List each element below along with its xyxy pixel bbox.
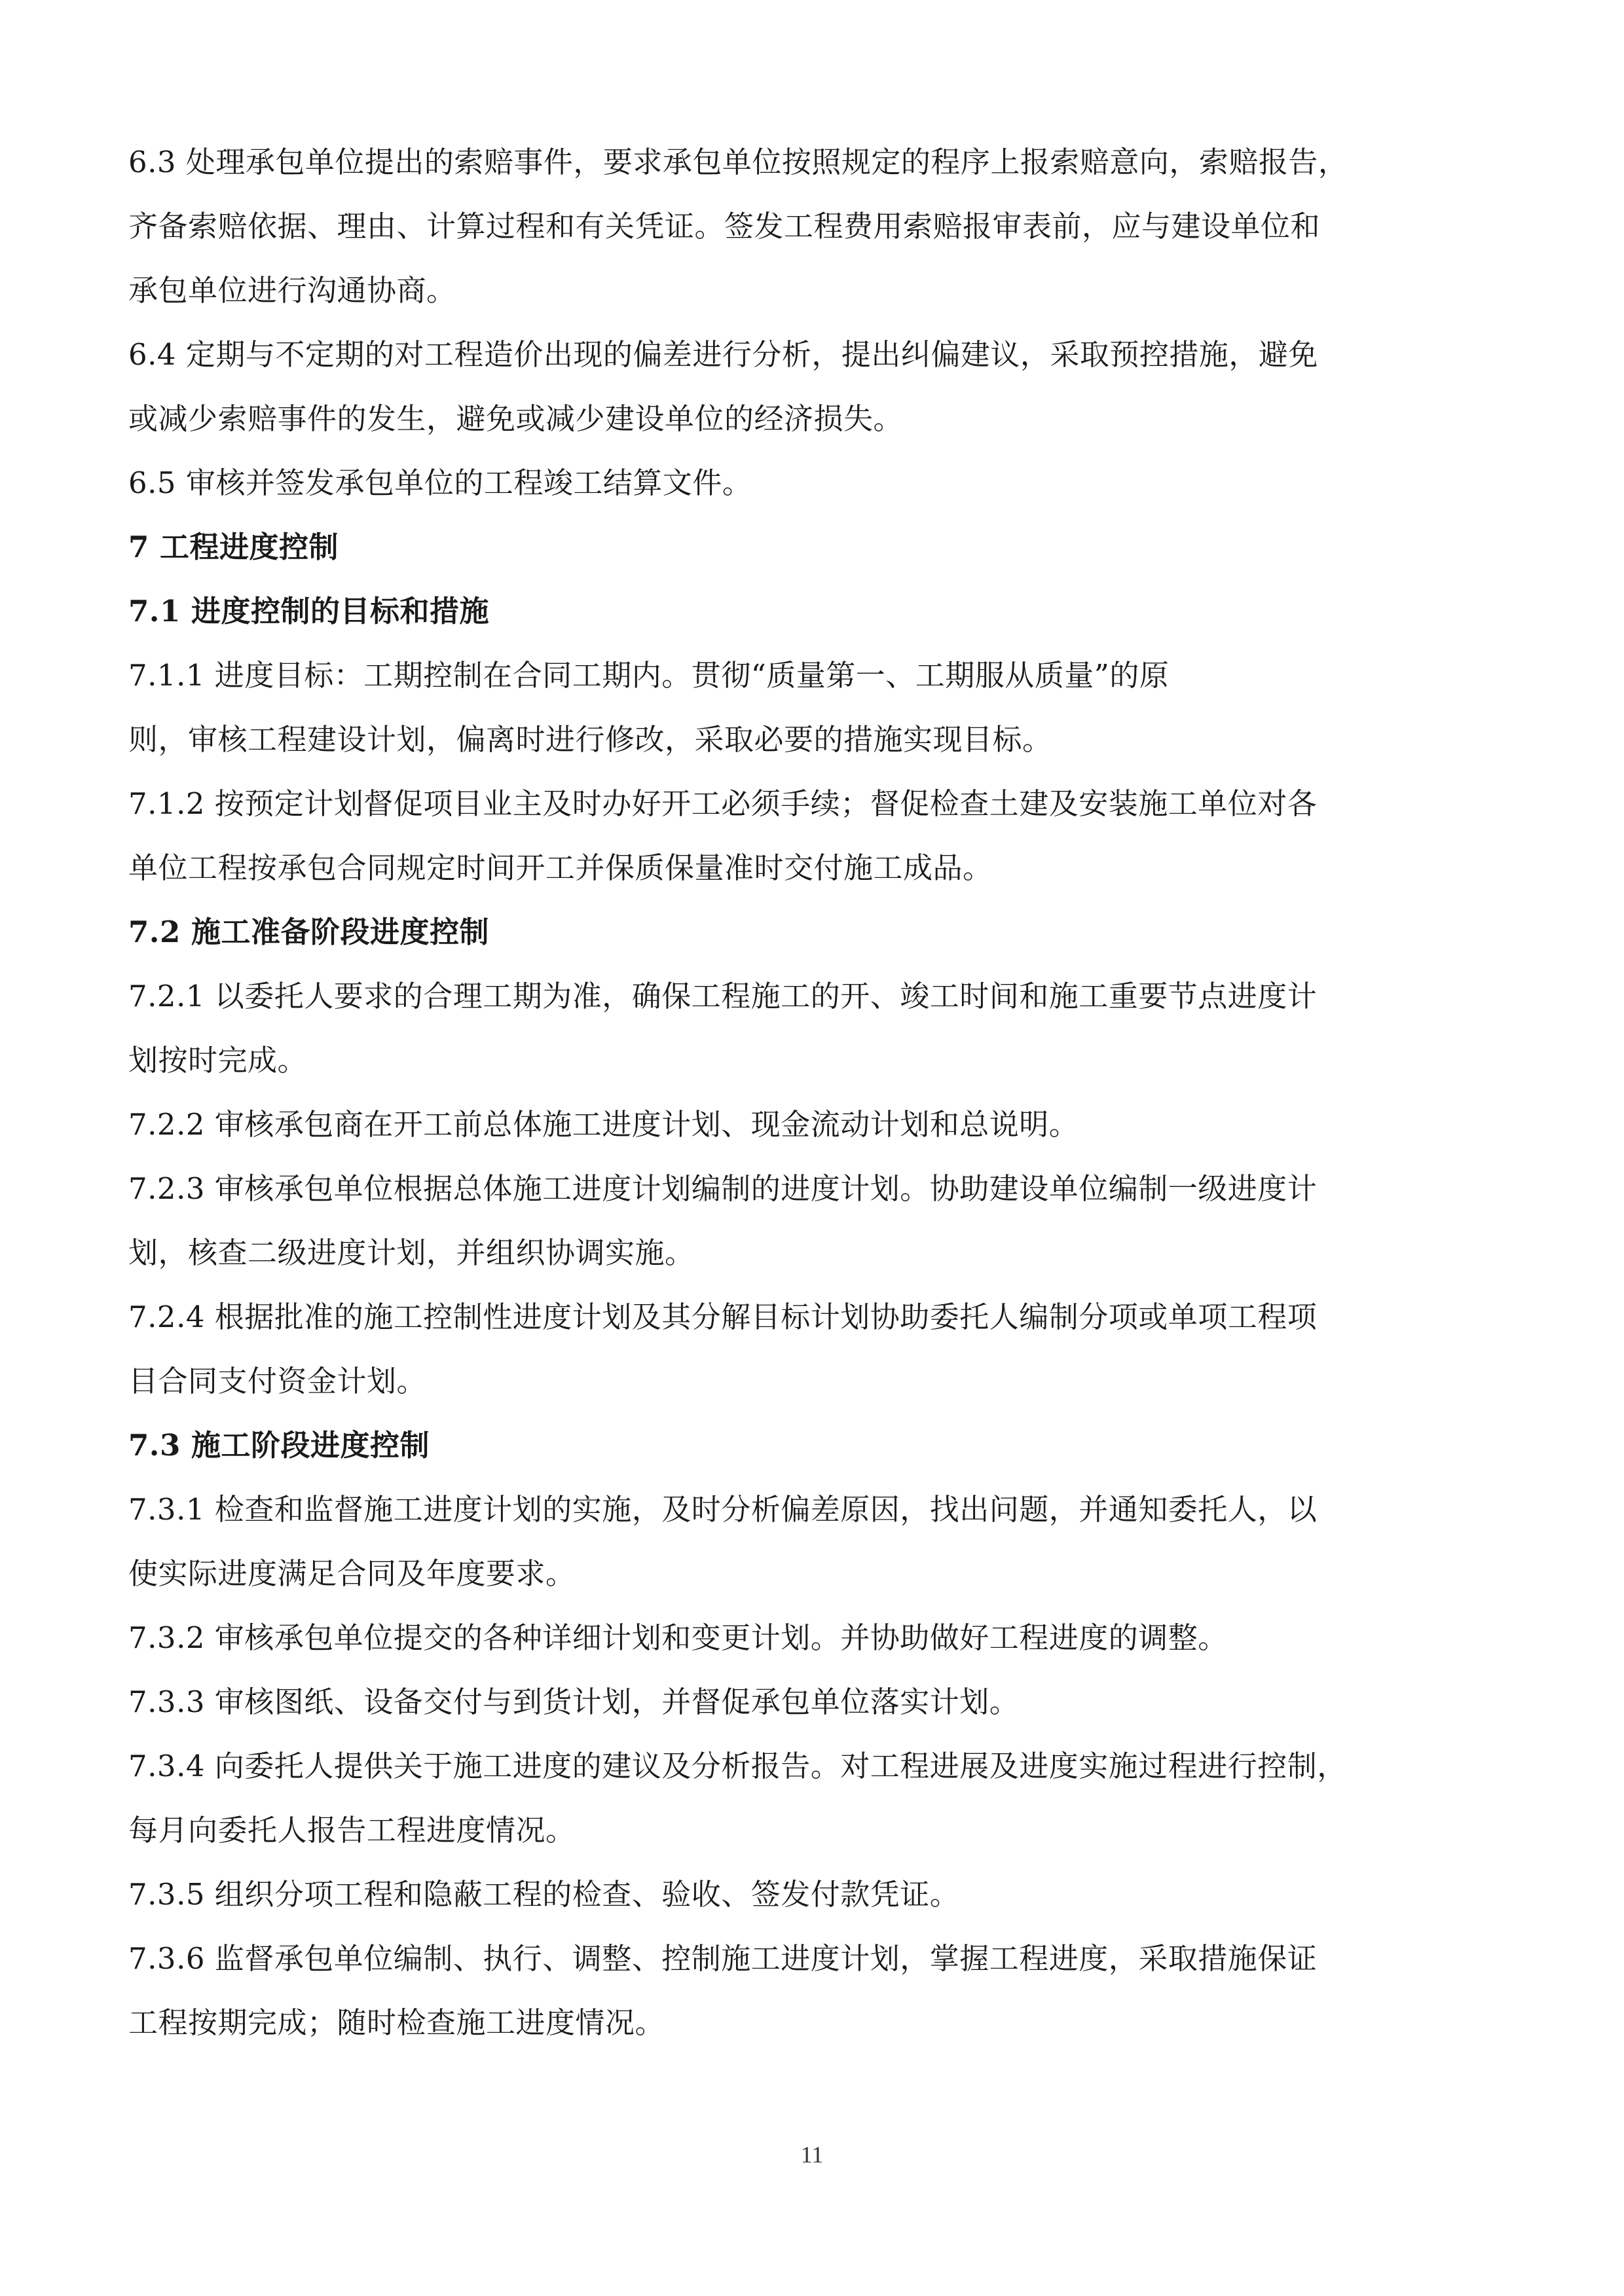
subsection-heading: 7.3 施工阶段进度控制 — [128, 1428, 430, 1463]
text-line: 7.2.2 审核承包商在开工前总体施工进度计划、现金流动计划和总说明。 — [128, 1107, 1079, 1142]
text-line: 6.4 定期与不定期的对工程造价出现的偏差进行分析，提出纠偏建议，采取预控措施，避免 — [128, 337, 1318, 372]
text-line: 7.2.3 审核承包单位根据总体施工进度计划编制的进度计划。协助建设单位编制一级进度计 — [128, 1171, 1318, 1206]
text-line: 7.3.3 审核图纸、设备交付与到货计划，并督促承包单位落实计划。 — [128, 1685, 1020, 1719]
subsection-heading: 7.1 进度控制的目标和措施 — [128, 594, 489, 629]
text-line: 使实际进度满足合同及年度要求。 — [128, 1556, 576, 1591]
text-line: 7.2.4 根据批准的施工控制性进度计划及其分解目标计划协助委托人编制分项或单项工程项 — [128, 1300, 1318, 1334]
text-line: 划，核查二级进度计划，并组织协调实施。 — [128, 1235, 695, 1270]
text-line: 目合同支付资金计划。 — [128, 1364, 427, 1398]
text-line: 7.3.4 向委托人提供关于施工进度的建议及分析报告。对工程进展及进度实施过程进行控制， — [128, 1749, 1347, 1783]
text-line: 7.1.1 进度目标：工期控制在合同工期内。贯彻“质量第一、工期服从质量”的原 — [128, 658, 1170, 693]
text-line: 则，审核工程建设计划，偏离时进行修改，采取必要的措施实现目标。 — [128, 722, 1052, 757]
text-line: 7.3.1 检查和监督施工进度计划的实施，及时分析偏差原因，找出问题，并通知委托人，以 — [128, 1492, 1318, 1527]
text-line: 7.1.2 按预定计划督促项目业主及时办好开工必须手续；督促检查土建及安装施工单位对各 — [128, 786, 1318, 821]
text-line: 每月向委托人报告工程进度情况。 — [128, 1813, 576, 1848]
subsection-heading: 7.2 施工准备阶段进度控制 — [128, 915, 489, 949]
text-line: 7.2.1 以委托人要求的合理工期为准，确保工程施工的开、竣工时间和施工重要节点进度计 — [128, 979, 1318, 1013]
text-line: 齐备索赔依据、理由、计算过程和有关凭证。签发工程费用索赔报审表前，应与建设单位和 — [128, 209, 1321, 244]
text-line: 承包单位进行沟通协商。 — [128, 273, 456, 308]
page-number: 11 — [800, 2141, 824, 2168]
text-line: 7.3.6 监督承包单位编制、执行、调整、控制施工进度计划，掌握工程进度，采取措施保证 — [128, 1941, 1318, 1976]
text-line: 7.3.2 审核承包单位提交的各种详细计划和变更计划。并协助做好工程进度的调整。 — [128, 1620, 1228, 1655]
text-line: 工程按期完成；随时检查施工进度情况。 — [128, 2005, 665, 2040]
section-heading: 7 工程进度控制 — [128, 530, 339, 564]
text-line: 或减少索赔事件的发生，避免或减少建设单位的经济损失。 — [128, 401, 904, 436]
text-line: 单位工程按承包合同规定时间开工并保质保量准时交付施工成品。 — [128, 850, 993, 885]
text-line: 6.3 处理承包单位提出的索赔事件，要求承包单位按照规定的程序上报索赔意向，索赔报告， — [128, 145, 1348, 179]
text-line: 6.5 审核并签发承包单位的工程竣工结算文件。 — [128, 465, 752, 500]
text-line: 划按时完成。 — [128, 1043, 308, 1078]
text-line: 7.3.5 组织分项工程和隐蔽工程的检查、验收、签发付款凭证。 — [128, 1877, 960, 1912]
